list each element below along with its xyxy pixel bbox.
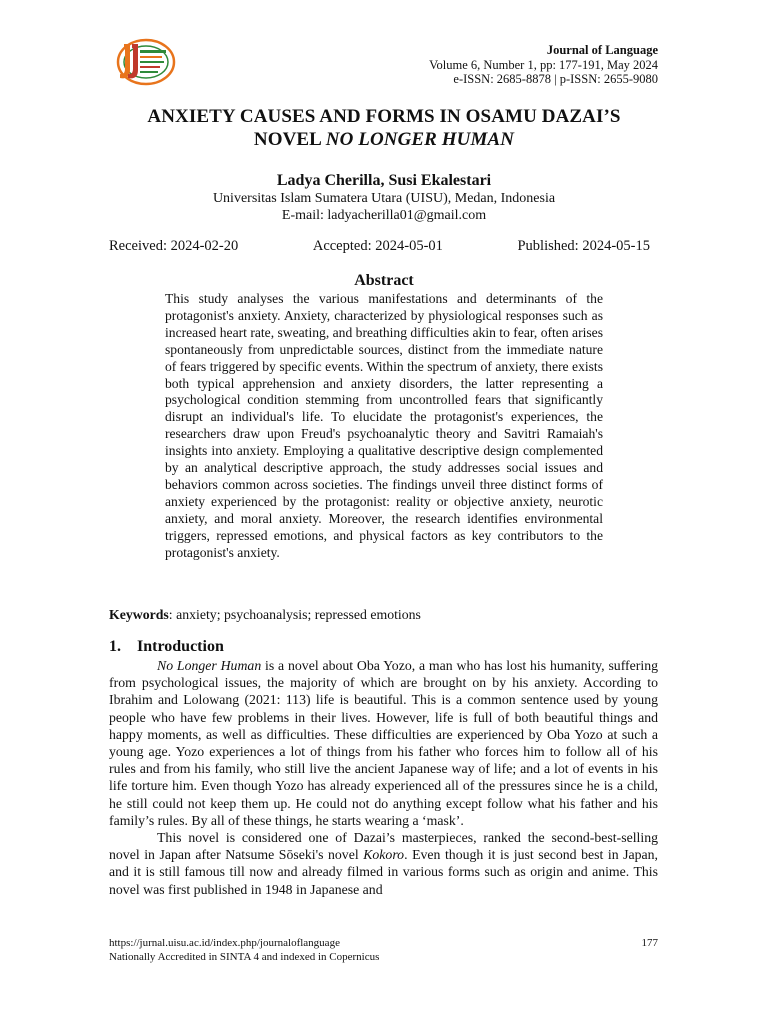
paragraph-2 <box>109 829 658 898</box>
issn-line: e-ISSN: 2685-8878 | p-ISSN: 2655-9080 <box>453 72 658 86</box>
keywords-text: : anxiety; psychoanalysis; repressed emotions <box>168 607 421 622</box>
footer-accreditation: Nationally Accredited in SINTA 4 and indexed in Copernicus <box>109 950 380 963</box>
affiliation: Universitas Islam Sumatera Utara (UISU), Medan, Indonesia <box>212 191 556 206</box>
title-line-2-prefix: NOVEL <box>253 129 326 150</box>
journal-name: Journal of Language <box>546 43 658 57</box>
section-title: Introduction <box>137 638 224 655</box>
body-text <box>109 657 658 898</box>
section-number: 1. <box>109 638 121 655</box>
paragraph-2-after: . Even though it is just second best in Japan, and it is still famous till now and already filmed in various forms such as origin and anime. This novel was first published in 1948 in Japanese and <box>109 847 659 897</box>
title-line-2 <box>100 128 668 151</box>
page-number: 177 <box>641 937 658 949</box>
keywords <box>109 607 659 623</box>
footer-url[interactable]: https://jurnal.uisu.ac.id/index.php/journaloflanguage <box>109 937 340 949</box>
journal-info <box>429 43 658 87</box>
abstract-heading: Abstract <box>354 272 414 289</box>
dates-row <box>109 238 650 255</box>
paper-title <box>100 105 668 151</box>
keywords-label: Keywords <box>109 607 169 622</box>
affiliation-block <box>0 190 768 224</box>
paragraph-2-before: This novel is considered one of Dazai’s masterpieces, ranked the second-best-selling novel in Japan after Natsume Sōseki's novel <box>109 830 658 863</box>
journal-logo-icon <box>112 36 176 88</box>
footer-left <box>109 937 379 964</box>
title-line-1: ANXIETY CAUSES AND FORMS IN OSAMU DAZAI’S <box>147 106 621 127</box>
volume-line: Volume 6, Number 1, pp: 177-191, May 2024 <box>429 57 658 72</box>
section-heading <box>109 638 224 656</box>
title-line-2-italic: NO LONGER HUMAN <box>325 129 515 150</box>
email: E-mail: ladyacherilla01@gmail.com <box>281 208 487 223</box>
accepted-date: Accepted: 2024-05-01 <box>312 238 443 254</box>
paragraph-2-italic: Kokoro <box>363 847 405 863</box>
paragraph-1-text: is a novel about Oba Yozo, a man who has lost his humanity, suffering from psychological issues, the majority of which are brought on by his anxiety. According to Ibrahim and Lolowang (2021: 113) life is beautiful. This is a common sentence used by young people who have few problems in their lives. However, life is full of both beautiful things and happy moments, as well as difficulties. These difficulties are experienced by Oba Yozo at such a young age. Yozo experiences a lot of things from his father who forces him to follow all of his rules and from his family, who still live the ancient Japanese way of life; and a lot of events in his life torture him. Even though Yozo has already experienced all of the pressures since he is a child, he still could not keep them up. He could not do anything except follow what his father and his family’s rules. By all of these things, he starts wearing a ‘mask’. <box>109 658 658 828</box>
paragraph-1 <box>109 657 658 829</box>
abstract-text: This study analyses the various manifestations and determinants of the protagonist's anxiety. Anxiety, characterized by physiological responses such as increased heart rate, sweating, and breathing difficulties akin to fear, often arises spontaneously from unpredictable sources, distinct from the immediate nature of fears triggered by specific events. Within the spectrum of anxiety, there exists both typical apprehension and anxiety disorders, the latter representing a psychological condition stemming from uncontrolled fears that significantly disrupt an individual's life. To elucidate the protagonist's experiences, the researchers draw upon Freud's psychoanalytic theory and Savitri Ramaiah's insights into anxiety. Employing a qualitative descriptive design complemented by an analytical descriptive approach, the study addresses social issues and behaviors common across societies. The findings unveil three distinct forms of anxiety experienced by the protagonist: reality or objective anxiety, neurotic anxiety, and moral anxiety. Moreover, the research identifies environmental triggers, repressed emotions, and physical factors as key contributors to the protagonist's anxiety. <box>165 291 603 560</box>
received-date: Received: 2024-02-20 <box>109 238 239 254</box>
paragraph-1-italic: No Longer Human <box>157 658 262 673</box>
published-date: Published: 2024-05-15 <box>517 238 650 254</box>
authors: Ladya Cherilla, Susi Ekalestari <box>276 172 492 189</box>
